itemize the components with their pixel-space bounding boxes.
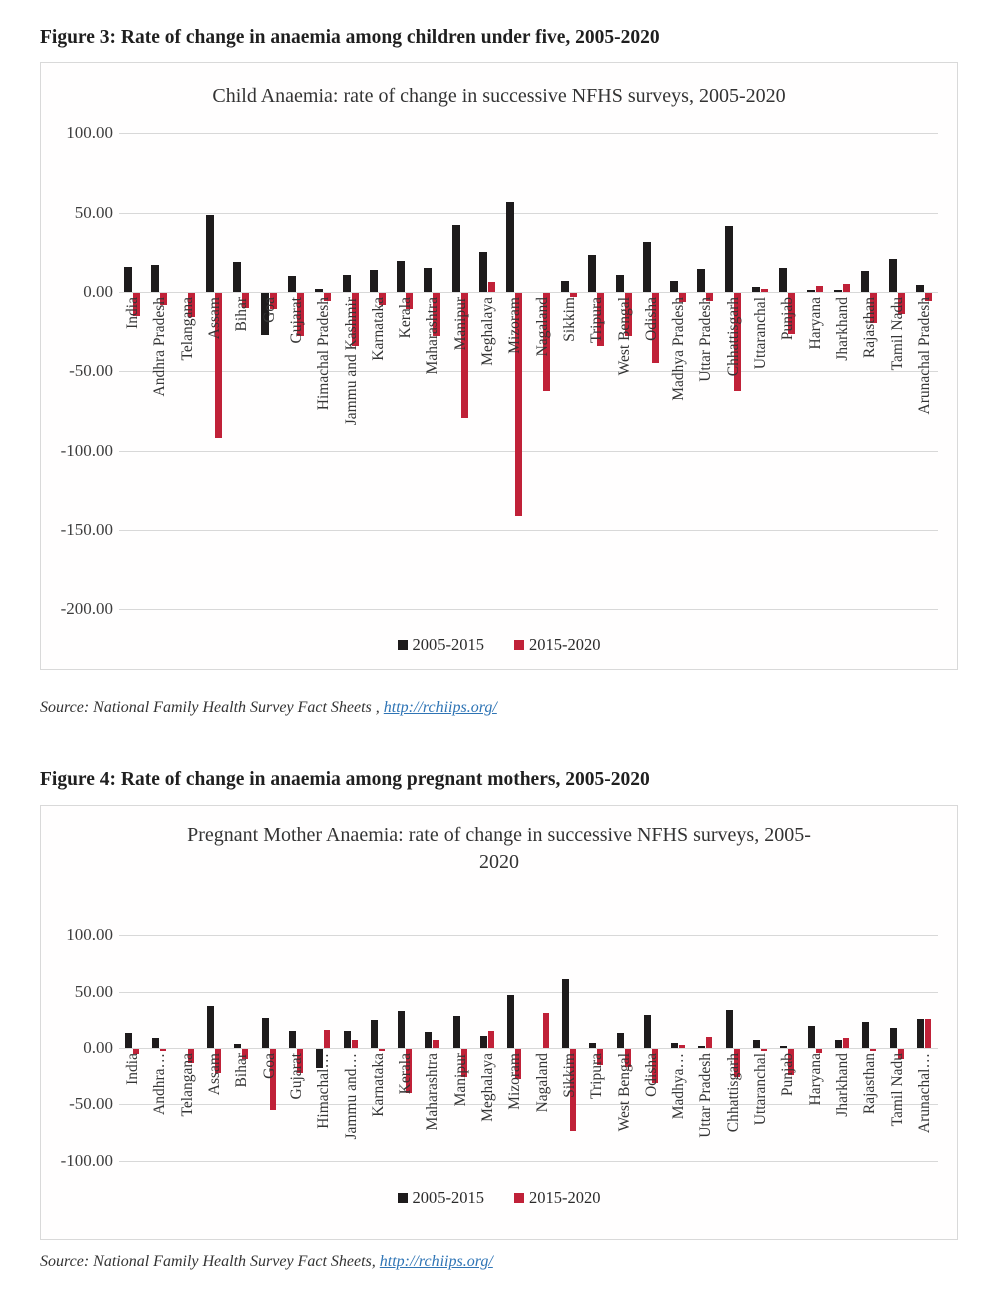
x-axis-label: Maharashtra [424, 297, 442, 375]
x-axis-label: Karnataka [369, 1053, 387, 1117]
x-axis-label: Karnataka [369, 297, 387, 361]
bar-2015-2020 [160, 1049, 166, 1051]
gridline [119, 133, 938, 134]
bar-2005-2015 [233, 262, 241, 292]
bar-2005-2015 [207, 1006, 214, 1048]
x-axis-label: Jharkhand [833, 297, 851, 361]
x-axis-label: Kerala [397, 1053, 415, 1095]
x-axis-label: Telangana [178, 297, 196, 361]
bar-2005-2015 [589, 1043, 596, 1048]
y-axis-tick-label: -50.00 [69, 361, 113, 381]
x-axis-label: Chhattisgarh [724, 1053, 742, 1133]
x-axis-label: Madhya… [670, 1053, 688, 1120]
bar-2015-2020 [706, 1037, 712, 1048]
bar-2005-2015 [916, 285, 924, 292]
x-axis-label: Odisha [642, 1053, 660, 1097]
bar-2005-2015 [917, 1019, 924, 1048]
x-axis-label: Sikkim [560, 297, 578, 342]
bar-2005-2015 [835, 1040, 842, 1048]
legend-item-2005-2015 [398, 1188, 485, 1208]
bar-2005-2015 [644, 1015, 651, 1048]
bar-2005-2015 [562, 979, 569, 1048]
y-axis-tick-label: 100.00 [66, 123, 113, 143]
bar-2015-2020 [679, 1045, 685, 1048]
bar-2005-2015 [343, 275, 351, 292]
y-axis-tick-label: 100.00 [66, 925, 113, 945]
bar-2005-2015 [506, 202, 514, 292]
bar-2005-2015 [889, 259, 897, 292]
bar-2005-2015 [452, 225, 460, 292]
legend-item-2015-2020 [514, 1188, 601, 1208]
x-axis-label: Haryana [806, 1053, 824, 1106]
bar-2005-2015 [289, 1031, 296, 1048]
y-axis-tick-label: -100.00 [60, 1150, 113, 1170]
legend-swatch-red [514, 640, 524, 650]
x-axis-label: Meghalaya [479, 1053, 497, 1122]
bar-2015-2020 [843, 1038, 849, 1048]
legend-item-2005-2015 [398, 635, 485, 655]
bar-2005-2015 [262, 1018, 269, 1048]
x-axis-label: Jammu and Kashmir [342, 297, 360, 426]
figure3-heading: Figure 3: Rate of change in anaemia among children under five, 2005-2020 [40, 27, 660, 48]
bar-2005-2015 [643, 242, 651, 292]
bar-2005-2015 [779, 268, 787, 292]
x-axis-label: Punjab [779, 1053, 797, 1097]
x-axis-label: Madhya Pradesh [670, 297, 688, 401]
x-axis-label: Nagaland [533, 297, 551, 357]
x-axis-label: Himachal Pradesh [315, 297, 333, 411]
bar-2005-2015 [398, 1011, 405, 1048]
bar-2005-2015 [397, 261, 405, 292]
x-axis-label: Gujarat [287, 297, 305, 344]
x-axis-label: Bihar [233, 297, 251, 332]
bar-2015-2020 [925, 1019, 931, 1048]
bar-2005-2015 [861, 271, 869, 292]
bar-2005-2015 [124, 267, 132, 292]
bar-2005-2015 [617, 1033, 624, 1048]
x-axis-label: Manipur [451, 1053, 469, 1107]
bar-2005-2015 [561, 281, 569, 292]
bar-2005-2015 [370, 270, 378, 292]
bar-2005-2015 [670, 281, 678, 292]
x-axis-label: Jammu and… [342, 1053, 360, 1140]
x-axis-label: West Bengal [615, 1053, 633, 1132]
legend-swatch-black [398, 640, 408, 650]
x-axis-label: Assam [206, 1053, 224, 1096]
x-axis-label: Mizoram [506, 297, 524, 354]
bar-2005-2015 [125, 1033, 132, 1048]
x-axis-label: Arunachal Pradesh [915, 297, 933, 415]
x-axis-label: Kerala [397, 297, 415, 339]
gridline [119, 371, 938, 372]
bar-2015-2020 [379, 1049, 385, 1051]
figure3-source [40, 699, 940, 717]
x-axis-label: Chhattisgarh [724, 297, 742, 377]
legend-label: 2015-2020 [529, 635, 601, 654]
bar-2005-2015 [862, 1022, 869, 1048]
bar-2005-2015 [480, 1036, 487, 1048]
x-axis-label: Uttaranchal [752, 1053, 770, 1126]
x-axis-label: Arunachal… [915, 1053, 933, 1134]
y-axis-tick-label: -50.00 [69, 1094, 113, 1114]
x-axis-label: Tripura [588, 297, 606, 343]
bar-2005-2015 [315, 289, 323, 292]
x-axis-label: Punjab [779, 297, 797, 341]
bar-2005-2015 [698, 1046, 705, 1048]
child-anaemia-chart [40, 62, 958, 670]
x-axis-label: India [124, 1053, 142, 1085]
gridline [119, 609, 938, 610]
source-link[interactable]: http://rchiips.org/ [383, 699, 497, 716]
x-axis-label: Tripura [588, 1053, 606, 1099]
x-axis-label: Mizoram [506, 1053, 524, 1110]
legend-label: 2015-2020 [529, 1188, 601, 1207]
bar-2005-2015 [453, 1016, 460, 1048]
bar-2005-2015 [424, 268, 432, 292]
bar-2005-2015 [344, 1031, 351, 1048]
chart-title: Pregnant Mother Anaemia: rate of change in successive NFHS surveys, 2005-2020 [187, 824, 811, 873]
source-link[interactable]: http://rchiips.org/ [379, 1253, 493, 1270]
x-axis-label: Telangana [178, 1053, 196, 1117]
gridline [119, 451, 938, 452]
bar-2005-2015 [834, 290, 842, 292]
chart-title: Child Anaemia: rate of change in successive NFHS surveys, 2005-2020 [212, 85, 786, 107]
x-axis-label: Uttaranchal [752, 297, 770, 370]
y-axis-tick-label: 50.00 [74, 202, 113, 222]
y-axis-tick-label: 0.00 [83, 282, 113, 301]
x-axis-label: Tamil Nadu [888, 297, 906, 371]
bar-2015-2020 [843, 284, 850, 292]
figure4-source [40, 1253, 940, 1271]
bar-2015-2020 [488, 1031, 494, 1048]
bar-2005-2015 [697, 269, 705, 292]
x-axis-label: Himachal… [315, 1053, 333, 1129]
x-axis-label: Tamil Nadu [888, 1053, 906, 1127]
bar-2005-2015 [425, 1032, 432, 1048]
source-text: Source: National Family Health Survey Fact Sheets , [40, 699, 384, 716]
figure4-heading: Figure 4: Rate of change in anaemia among pregnant mothers, 2005-2020 [40, 769, 650, 790]
legend-label: 2005-2015 [412, 635, 484, 654]
bar-2005-2015 [206, 215, 214, 292]
y-axis-tick-label: -200.00 [60, 599, 113, 619]
bar-2005-2015 [808, 1026, 815, 1048]
x-axis-label: Maharashtra [424, 1053, 442, 1131]
x-axis-label: Meghalaya [479, 297, 497, 366]
x-axis-label: Rajasthan [861, 1053, 879, 1115]
x-axis-label: Haryana [806, 297, 824, 350]
x-axis-label: Manipur [451, 297, 469, 351]
bar-2015-2020 [870, 1049, 876, 1051]
bar-2005-2015 [807, 290, 815, 292]
x-axis-label: Goa [260, 297, 278, 323]
bar-2005-2015 [753, 1040, 760, 1048]
bar-2005-2015 [234, 1044, 241, 1048]
x-axis-label: Goa [260, 1053, 278, 1079]
bar-2005-2015 [725, 226, 733, 292]
bar-2015-2020 [543, 1013, 549, 1048]
bar-2005-2015 [479, 252, 487, 292]
bar-2005-2015 [726, 1010, 733, 1048]
legend-swatch-black [398, 1193, 408, 1203]
bar-2005-2015 [616, 275, 624, 292]
bar-2015-2020 [433, 1040, 439, 1048]
y-axis-tick-label: 0.00 [83, 1038, 113, 1057]
bar-2015-2020 [352, 1040, 358, 1048]
bar-2005-2015 [671, 1043, 678, 1048]
x-axis-label: Gujarat [287, 1053, 305, 1100]
x-axis-label: Bihar [233, 1053, 251, 1088]
bar-2005-2015 [507, 995, 514, 1048]
bar-2005-2015 [588, 255, 596, 292]
x-axis-label: Assam [206, 297, 224, 340]
bar-2015-2020 [761, 289, 768, 292]
chart-legend [41, 635, 957, 655]
x-axis-label: Nagaland [533, 1053, 551, 1113]
x-axis-label: Sikkim [560, 1053, 578, 1098]
bar-2005-2015 [371, 1020, 378, 1048]
gridline [119, 935, 938, 936]
bar-2015-2020 [488, 282, 495, 292]
bar-2005-2015 [288, 276, 296, 292]
bar-2015-2020 [816, 286, 823, 292]
x-axis-label: Andhra Pradesh [151, 297, 169, 397]
bar-2005-2015 [752, 287, 760, 292]
legend-swatch-red [514, 1193, 524, 1203]
legend-label: 2005-2015 [412, 1188, 484, 1207]
source-text: Source: National Family Health Survey Fact Sheets, [40, 1253, 380, 1270]
gridline [119, 1161, 938, 1162]
chart-legend [41, 1188, 957, 1208]
bar-2005-2015 [151, 265, 159, 292]
gridline [119, 530, 938, 531]
bar-2015-2020 [761, 1049, 767, 1051]
x-axis-label: Rajasthan [861, 297, 879, 359]
bar-2005-2015 [890, 1028, 897, 1048]
bar-2015-2020 [324, 1030, 330, 1048]
x-axis-label: Odisha [642, 297, 660, 341]
x-axis-label: India [124, 297, 142, 329]
pregnant-mother-anaemia-chart [40, 805, 958, 1240]
y-axis-tick-label: -150.00 [60, 520, 113, 540]
bar-2005-2015 [780, 1046, 787, 1048]
x-axis-label: Andhra… [151, 1053, 169, 1115]
y-axis-tick-label: 50.00 [74, 981, 113, 1001]
x-axis-label: West Bengal [615, 297, 633, 376]
x-axis-label: Uttar Pradesh [697, 1053, 715, 1138]
legend-item-2015-2020 [514, 635, 601, 655]
x-axis-label: Jharkhand [833, 1053, 851, 1117]
gridline [119, 992, 938, 993]
y-axis-tick-label: -100.00 [60, 440, 113, 460]
bar-2005-2015 [152, 1038, 159, 1048]
gridline [119, 213, 938, 214]
x-axis-label: Uttar Pradesh [697, 297, 715, 382]
